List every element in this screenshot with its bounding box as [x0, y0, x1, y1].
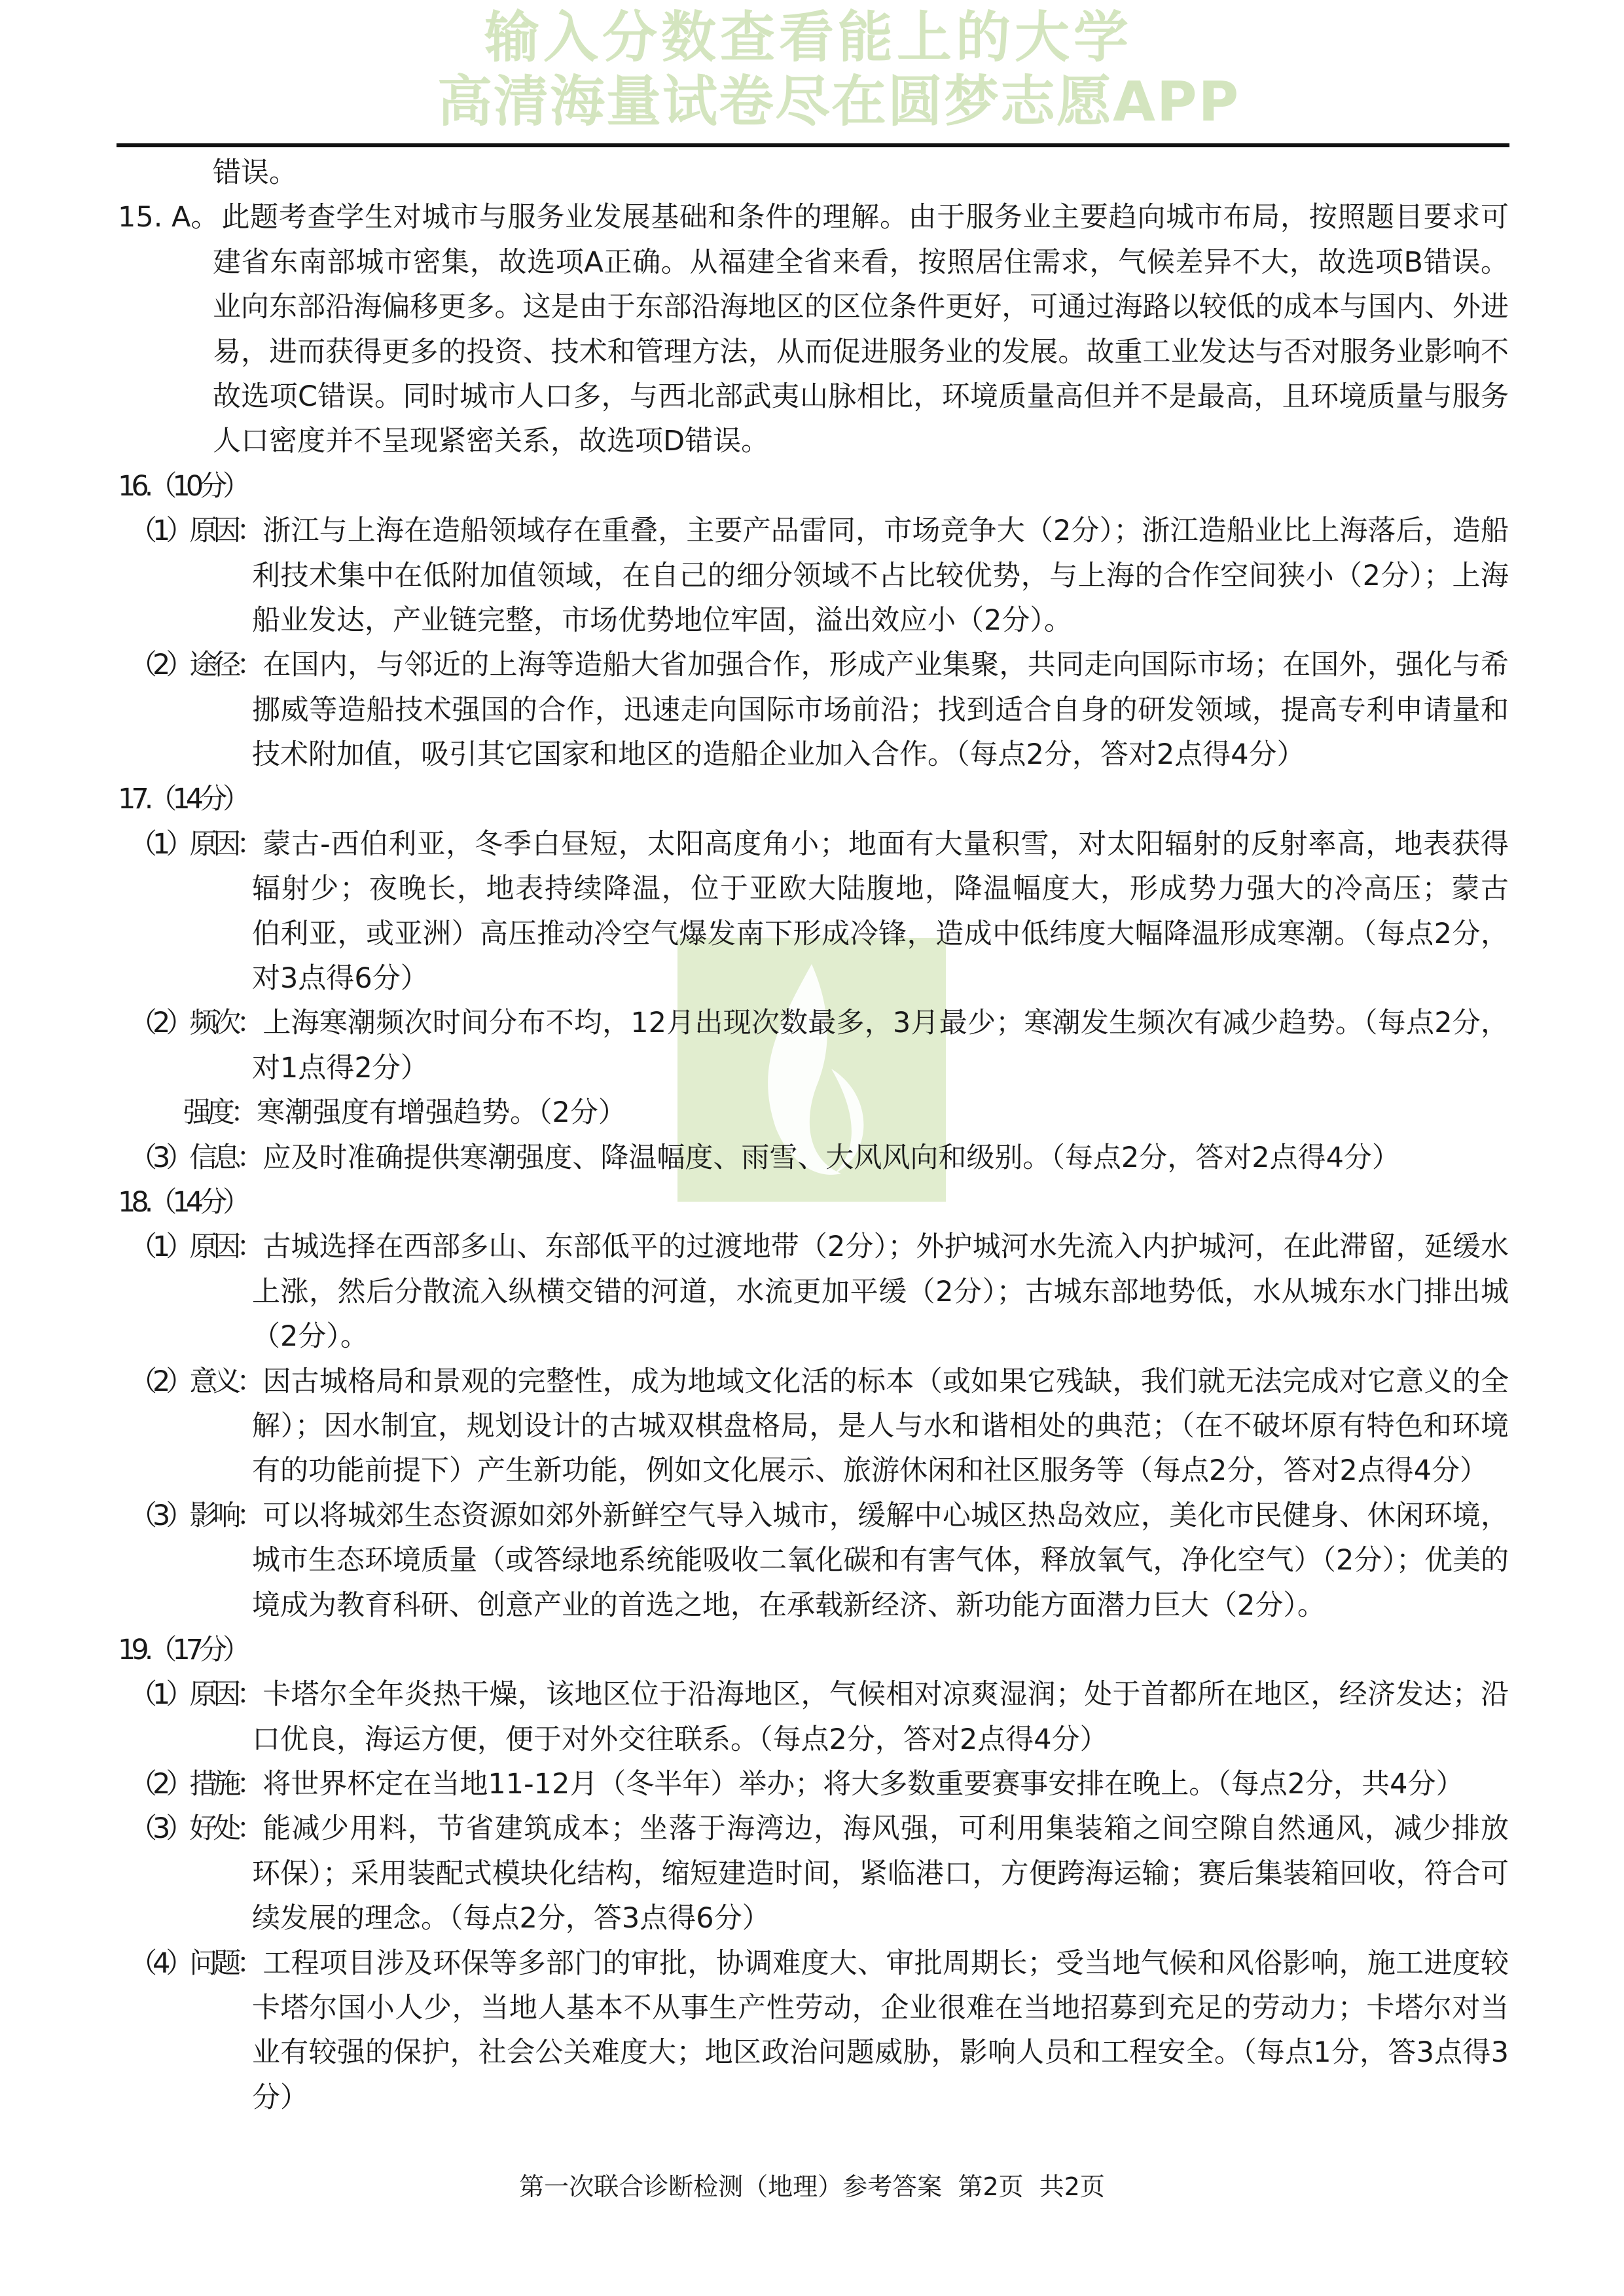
item-label: （4）问题： [129, 1946, 261, 1980]
item-label: （1）原因： [129, 514, 261, 548]
text-line [0, 822, 1624, 867]
text-line [0, 1672, 1624, 1717]
line-text: 对3点得6分） [252, 962, 429, 996]
item-label: （3）影响： [129, 1499, 261, 1532]
item-label: 19.（17分） [118, 1633, 247, 1666]
question-header [0, 777, 1624, 821]
sub-answer [0, 822, 1624, 1001]
text-line [0, 285, 1624, 329]
sub-answer [0, 643, 1624, 777]
line-text: 故选项C错误。同时城市人口多，与西北部武夷山脉相比，环境质量高但并不是最高，且环境质量与服务 [213, 380, 1509, 413]
line-text: 古城选择在西部多山、东部低平的过渡地带（2分）；外护城河水先流入内护城河，在此滞留，延缓水 [262, 1230, 1509, 1264]
sub-answer [0, 1941, 1624, 2121]
text-line [0, 1090, 1624, 1135]
sub-answer [0, 509, 1624, 643]
text-line [0, 1986, 1624, 2030]
line-text: 挪威等造船技术强国的合作，迅速走向国际市场前沿；找到适合自身的研发领域，提高专利申请量和 [252, 693, 1509, 726]
text-line [0, 1583, 1624, 1628]
item-label: 强度： [183, 1096, 254, 1130]
text-line [0, 1941, 1624, 1986]
item-label: 17.（14分） [118, 783, 247, 816]
item-label: （1）原因： [129, 1230, 261, 1264]
text-line [0, 1762, 1624, 1806]
text-line [0, 1494, 1624, 1538]
line-text: 将世界杯定在当地11-12月（冬半年）举办；将大多数重要赛事安排在晚上。（每点2分，共4分） [262, 1768, 1464, 1801]
text-line [0, 1852, 1624, 1896]
line-text: 解）；因水制宜，规划设计的古城双棋盘格局，是人与水和谐相处的典范；（在不破坏原有特色和环境 [252, 1409, 1509, 1443]
item-label: 18.（14分） [118, 1185, 247, 1219]
text-line [0, 1404, 1624, 1448]
text-line [0, 1628, 1624, 1672]
header-rule [117, 143, 1509, 147]
text-line [0, 912, 1624, 956]
text-line [0, 2030, 1624, 2075]
line-text: 此题考查学生对城市与服务业发展基础和条件的理解。由于服务业主要趋向城市布局，按照题目要求可 [221, 201, 1509, 234]
line-text: 业向东部沿海偏移更多。这是由于东部沿海地区的区位条件更好，可通过海路以较低的成本与国内、外进 [213, 291, 1509, 324]
line-text: 技术附加值，吸引其它国家和地区的造船企业加入合作。（每点2分，答对2点得4分） [252, 738, 1305, 772]
text-line [0, 1225, 1624, 1269]
line-text: 伯利亚，或亚洲）高压推动冷空气爆发南下形成冷锋，造成中低纬度大幅降温形成寒潮。（每点2分， [252, 917, 1509, 950]
text-line [0, 598, 1624, 643]
line-text: 环保）；采用装配式模块化结构，缩短建造时间，紧临港口，方便跨海运输；赛后集装箱回收，符合可 [252, 1857, 1509, 1890]
text-line [0, 1136, 1624, 1180]
watermark-text-2: 高清海量试卷尽在圆梦志愿APP [437, 69, 1240, 134]
line-text: 船业发达，产业链完整，市场优势地位牢固，溢出效应小（2分）。 [252, 603, 1072, 637]
item-label: （3）信息： [129, 1141, 261, 1174]
question-header [0, 464, 1624, 509]
text-line [0, 643, 1624, 687]
text-line [0, 1538, 1624, 1583]
text-line [0, 330, 1624, 374]
text-line [0, 1448, 1624, 1493]
text-line [0, 1896, 1624, 1941]
question-header [0, 1180, 1624, 1225]
line-text: 蒙古-西伯利亚，冬季白昼短，太阳高度角小；地面有大量积雪，对太阳辐射的反射率高，地表获得 [262, 827, 1509, 861]
text-line [0, 1046, 1624, 1090]
question-header [0, 1628, 1624, 1672]
item-label: 15. A。 [118, 201, 219, 234]
text-line [0, 777, 1624, 821]
watermark-text-1: 输入分数查看能上的大学 [484, 5, 1133, 69]
item-label: （3）好处： [129, 1812, 261, 1846]
sub-answer [0, 1806, 1624, 1941]
sub-answer [0, 1672, 1624, 1762]
line-text: 利技术集中在低附加值领域，在自己的细分领域不占比较优势，与上海的合作空间狭小（2分）；上海 [252, 559, 1509, 592]
line-text: 因古城格局和景观的完整性，成为地域文化活的标本（或如果它残缺，我们就无法完成对它意义的全 [262, 1365, 1509, 1398]
text-line [0, 1270, 1624, 1314]
item-label: （1）原因： [129, 827, 261, 861]
text-line [0, 554, 1624, 598]
line-text: 上涨，然后分散流入纵横交错的河道，水流更加平缓（2分）；古城东部地势低，水从城东水门排出城 [252, 1275, 1509, 1308]
line-text: 易，进而获得更多的投资、技术和管理方法，从而促进服务业的发展。故重工业发达与否对服务业影响不 [213, 335, 1509, 368]
line-text: 卡塔尔国小人少，当地人基本不从事生产性劳动，企业很难在当地招募到充足的劳动力；卡塔尔对当 [252, 1992, 1509, 2025]
text-line [0, 374, 1624, 419]
line-text: 有的功能前提下）产生新功能，例如文化展示、旅游休闲和社区服务等（每点2分，答对2点得4分） [252, 1454, 1489, 1488]
text-line [0, 1314, 1624, 1359]
item-label: （2）意义： [129, 1365, 261, 1398]
text-line [0, 2075, 1624, 2120]
line-text: 卡塔尔全年炎热干燥，该地区位于沿海地区，气候相对凉爽湿润；处于首都所在地区，经济发达；沿 [262, 1678, 1509, 1712]
sub-answer [0, 1762, 1624, 1806]
line-text: 辐射少；夜晚长，地表持续降温，位于亚欧大陆腹地，降温幅度大，形成势力强大的冷高压；蒙古 [252, 872, 1509, 906]
line-text: 上海寒潮频次时间分布不均，12月出现次数最多，3月最少；寒潮发生频次有减少趋势。（每点2分， [262, 1007, 1509, 1040]
line-text: 境成为教育科研、创意产业的首选之地，在承载新经济、新功能方面潜力巨大（2分）。 [252, 1588, 1326, 1622]
line-text: 寒潮强度有增强趋势。（2分） [257, 1096, 626, 1130]
sub-answer [0, 1494, 1624, 1628]
text-line [0, 1717, 1624, 1762]
text-line [0, 732, 1624, 777]
line-text: 可以将城郊生态资源如郊外新鲜空气导入城市，缓解中心城区热岛效应，美化市民健身、休闲环境， [262, 1499, 1509, 1532]
text-line [0, 509, 1624, 553]
text-line [0, 867, 1624, 911]
answer-content [0, 151, 1624, 2120]
sub-answer [0, 1001, 1624, 1090]
line-text: 工程项目涉及环保等多部门的审批，协调难度大、审批周期长；受当地气候和风俗影响，施工进度较 [262, 1946, 1509, 1980]
line-text: 人口密度并不呈现紧密关系，故选项D错误。 [213, 425, 770, 458]
text-line [0, 1806, 1624, 1851]
page-footer: 第一次联合诊断检测（地理）参考答案 第2页 共2页 [519, 2172, 1105, 2201]
text-line [0, 240, 1624, 285]
continued-text [0, 151, 1624, 195]
text-line [0, 688, 1624, 732]
text-line [0, 1001, 1624, 1045]
question-answer [0, 195, 1624, 463]
item-label: 16.（10分） [118, 469, 247, 503]
sub-answer [0, 1090, 1624, 1135]
line-text: 应及时准确提供寒潮强度、降温幅度、雨雪、大风风向和级别。（每点2分，答对2点得4分） [262, 1141, 1400, 1174]
text-line [0, 195, 1624, 240]
line-text: 城市生态环境质量（或答绿地系统能吸收二氧化碳和有害气体，释放氧气，净化空气）（2分）；优美的 [252, 1544, 1509, 1577]
line-text: 对1点得2分） [252, 1051, 429, 1085]
line-text: 浙江与上海在造船领域存在重叠，主要产品雷同，市场竞争大（2分）；浙江造船业比上海落后，造船 [262, 514, 1509, 548]
line-text: 在国内，与邻近的上海等造船大省加强合作，形成产业集聚，共同走向国际市场；在国外，强化与希 [262, 649, 1509, 682]
line-text: 业有较强的保护，社会公关难度大；地区政治问题威胁，影响人员和工程安全。（每点1分，答3点得3 [252, 2036, 1509, 2070]
text-line [0, 956, 1624, 1001]
item-label: （1）原因： [129, 1678, 261, 1712]
text-line [0, 464, 1624, 509]
line-text: 建省东南部城市密集，故选项A正确。从福建全省来看，按照居住需求，气候差异不大，故选项B错误。 [213, 245, 1509, 279]
sub-answer [0, 1359, 1624, 1494]
item-label: （2）途径： [129, 649, 261, 682]
text-line [0, 419, 1624, 463]
line-text: 口优良，海运方便，便于对外交往联系。（每点2分，答对2点得4分） [252, 1723, 1108, 1756]
text-line [0, 151, 1624, 195]
sub-answer [0, 1225, 1624, 1359]
line-text: 能减少用料，节省建筑成本；坐落于海湾边，海风强，可利用集装箱之间空隙自然通风，减少排放 [262, 1812, 1509, 1846]
line-text: 分） [252, 2081, 308, 2114]
line-text: 续发展的理念。（每点2分，答3点得6分） [252, 1902, 770, 1935]
line-text: （2分）。 [252, 1320, 369, 1354]
line-text: 错误。 [213, 156, 297, 189]
item-label: （2）措施： [129, 1768, 261, 1801]
item-label: （2）频次： [129, 1007, 261, 1040]
text-line [0, 1359, 1624, 1404]
text-line [0, 1180, 1624, 1225]
sub-answer [0, 1136, 1624, 1180]
